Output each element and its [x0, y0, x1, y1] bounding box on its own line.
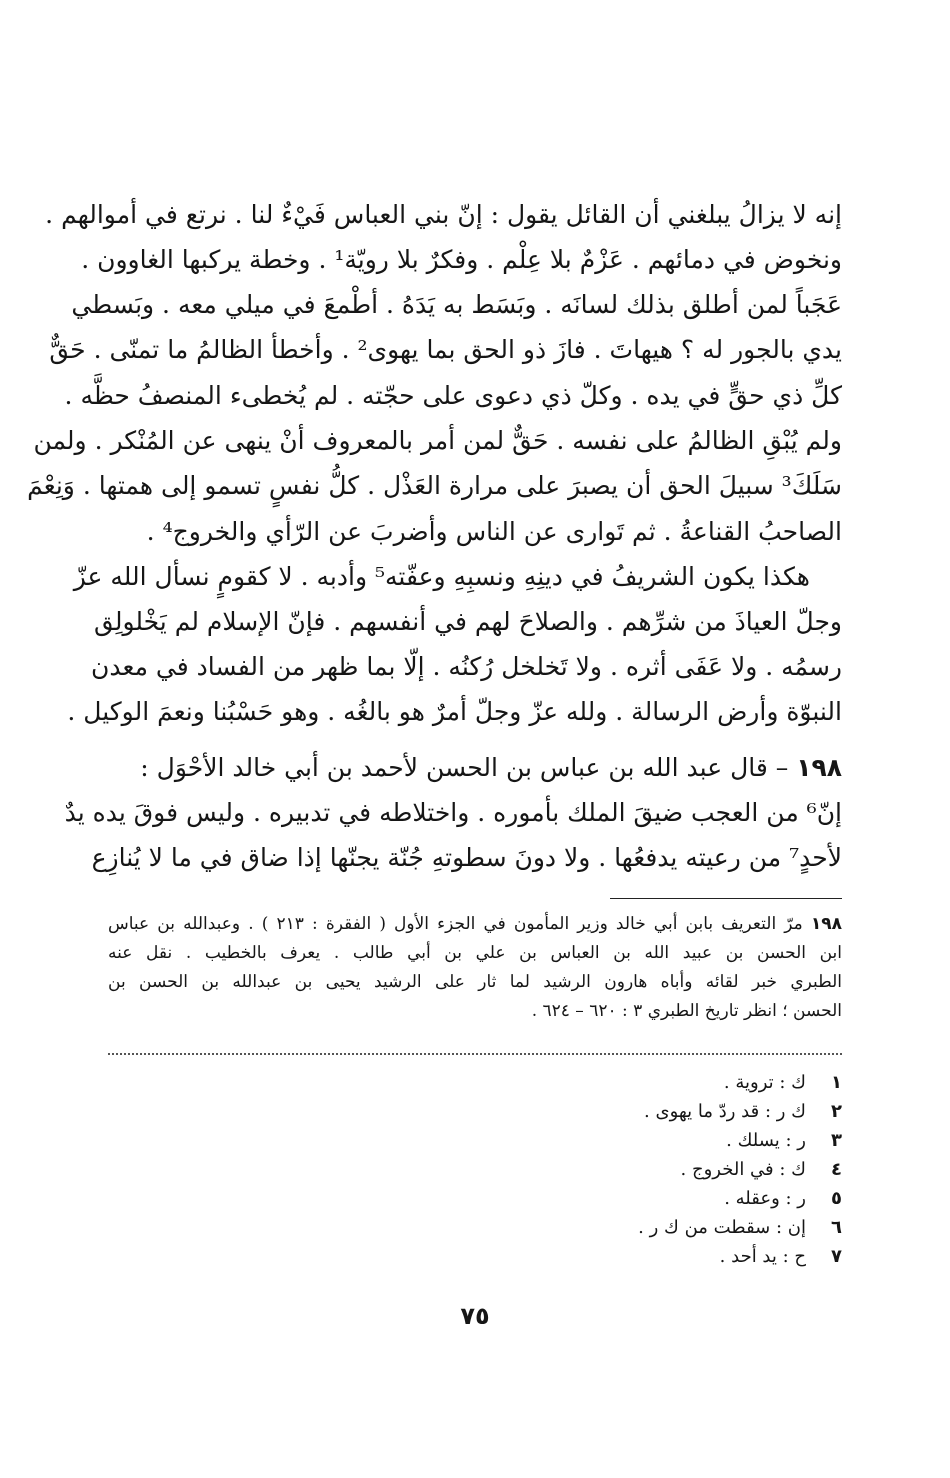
footnote-line: الحسن ؛ انظر تاريخ الطبري ٣ : ٦٢٠ – ٦٢٤ . — [531, 1001, 842, 1021]
footnote-line — [108, 910, 842, 939]
footnote-line: ابن الحسن بن عبيد الله بن العباس بن علي بن أبي طالب . يعرف بالخطيب . نقل عنه — [108, 943, 842, 963]
footnote-number: ١٩٨ — [810, 914, 843, 934]
body-line: ولم يُبْقِ الظالمُ على نفسه . حَقٌّ لمن أمر بالمعروف أنْ ينهى عن المُنْكر . ولمن — [33, 426, 842, 455]
variant-number: ٥ — [831, 1188, 842, 1209]
section-line: إنّ⁶ من العجب ضيقَ الملك بأموره . واختلاطه في تدبيره . وليس فوقَ يده يدٌ — [64, 798, 842, 827]
footnote-rule — [610, 898, 842, 899]
footnote-first-line: مرّ التعريف بابن أبي خالد وزير المأمون في الجزء الأول ( الفقرة : ٢١٣ ) . وعبدالله بن عباس — [108, 914, 803, 934]
variant-number: ٢ — [831, 1101, 842, 1122]
variant-item — [322, 1068, 842, 1097]
footnote-line: الطبري خبر لقائه وأباه هارون الرشيد لما ثار على الرشيد يحيى بن عبدالله بن الحسن بن — [108, 972, 842, 992]
paragraph-line: رسمُه . ولا عَفَى أثره . ولا تَخلخل رُكنُه . إلّا بما ظهر من الفساد في معدن — [91, 652, 842, 681]
body-line: إنه لا يزالُ يبلغني أن القائل يقول : إنّ بني العباس فَيْءٌ لنا . نرتع في أموالهم . — [45, 200, 842, 229]
body-line: سَلَكَ³ سبيلَ الحق أن يصبرَ على مرارة العَذْل . كلُّ نفسٍ تسمو إلى همتها . وَنِعْمَ — [27, 471, 842, 500]
body-line: عَجَباً لمن أطلق بذلك لسانَه . وبَسَط به يَدَهُ . أطْمعَ في ميلي معه . وبَسطي — [71, 290, 842, 319]
variant-text: ر : وعقله . — [724, 1188, 806, 1209]
variant-number: ٣ — [831, 1130, 842, 1151]
page-number: ٧٥ — [460, 1302, 490, 1330]
variant-number: ٤ — [831, 1159, 842, 1180]
variant-text: ر : يسلك . — [726, 1130, 806, 1151]
variant-item — [322, 1184, 842, 1213]
variant-number: ٧ — [831, 1246, 842, 1267]
section-first-line: – قال عبد الله بن عباس بن الحسن لأحمد بن أبي خالد الأحْوَل : — [140, 753, 797, 782]
section-heading-line — [108, 748, 842, 788]
variant-item — [322, 1097, 842, 1126]
variants-separator — [108, 1053, 842, 1055]
body-line: الصاحبُ القناعةُ . ثم تَوارى عن الناس وأضربَ عن الرّأي والخروج⁴ . — [146, 517, 842, 546]
variant-text: ح : يد أحد . — [719, 1246, 806, 1267]
paragraph-line: وجلّ العياذَ من شرِّهم . والصلاحَ لهم في أنفسهم . فإنّ الإسلام لم يَخْلولِق — [94, 607, 842, 636]
variant-item — [322, 1155, 842, 1184]
paragraph-line: هكذا يكون الشريفُ في دينِهِ ونسبِهِ وعفّته⁵ وأدبه . لا كقومٍ نسأل الله عزّ — [73, 562, 810, 591]
paragraph-line: النبوّة وأرض الرسالة . ولله عزّ وجلّ أمرٌ هو بالغُه . وهو حَسْبُنا ونعمَ الوكيل . — [67, 697, 842, 726]
variant-item — [322, 1242, 842, 1271]
variant-item — [322, 1213, 842, 1242]
body-line: ونخوض في دمائهم . عَزْمٌ بلا عِلْم . وفكرٌ بلا رويّة¹ . وخطة يركبها الغاوون . — [81, 245, 842, 274]
section-number: ١٩٨ — [796, 753, 842, 782]
variant-number: ١ — [831, 1072, 842, 1093]
body-line: يدي بالجور له ؟ هيهاتَ . فازَ ذو الحق بما يهوى² . وأخطأ الظالمُ ما تمنّى . حَقٌّ — [49, 335, 842, 364]
variant-text: إن : سقطت من ك ر . — [638, 1217, 806, 1238]
variant-text: ك : تروية . — [723, 1072, 806, 1093]
variant-item — [322, 1126, 842, 1155]
variant-number: ٦ — [831, 1217, 842, 1238]
body-line: كلِّ ذي حقٍّ في يده . وكلّ ذي دعوى على حجّته . لم يُخطىء المنصفُ حظَّه . — [64, 381, 842, 410]
section-line: لأحدٍ⁷ من رعيته يدفعُها . ولا دونَ سطوتهِ جُنّة يجنّها إذا ضاق في ما لا يُنازِع — [91, 843, 842, 872]
variant-text: ك ر : قد ردّ ما يهوى . — [644, 1101, 806, 1122]
variant-text: ك : في الخروج . — [680, 1159, 806, 1180]
